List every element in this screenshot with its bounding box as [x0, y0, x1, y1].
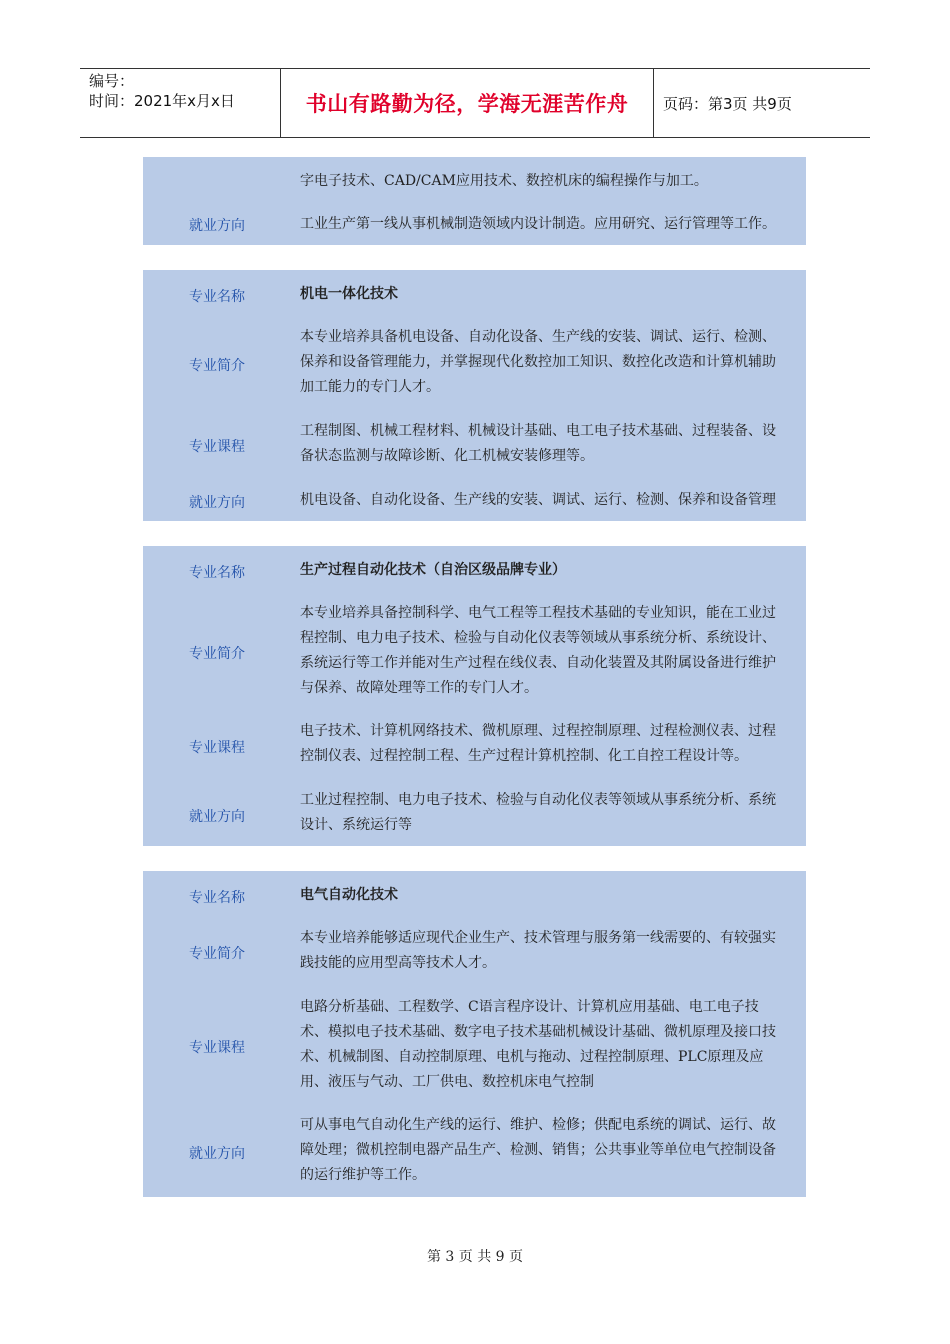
name-label: 专业名称	[189, 565, 245, 581]
intro-line: 践技能的应用型高等技术人才。	[300, 955, 496, 971]
number-label: 编号：	[89, 72, 135, 90]
courses-line: 备状态监测与故障诊断、化工机械安装修理等。	[300, 448, 594, 464]
courses-continued: 字电子技术、CAD/CAM应用技术、数控机床的编程操作与加工。	[300, 173, 708, 189]
courses-label: 专业课程	[189, 1040, 245, 1056]
intro-line: 本专业培养具备控制科学、电气工程等工程技术基础的专业知识，能在工业过	[300, 605, 776, 621]
major-block-electrical-automation	[143, 871, 806, 1197]
major-name: 生产过程自动化技术（自治区级品牌专业）	[300, 562, 566, 578]
courses-line: 电子技术、计算机网络技术、微机原理、过程控制原理、过程检测仪表、过程	[300, 723, 776, 739]
major-block-process-automation	[143, 546, 806, 846]
courses-line: 工程制图、机械工程材料、机械设计基础、电工电子技术基础、过程装备、设	[300, 423, 776, 439]
intro-line: 系统运行等工作并能对生产过程在线仪表、自动化装置及其附属设备进行维护	[300, 655, 776, 671]
intro-line: 本专业培养具备机电设备、自动化设备、生产线的安装、调试、运行、检测、	[300, 329, 776, 345]
career-label: 就业方向	[189, 809, 245, 825]
intro-line: 程控制、电力电子技术、检验与自动化仪表等领域从事系统分析、系统设计、	[300, 630, 776, 646]
intro-line: 本专业培养能够适应现代企业生产、技术管理与服务第一线需要的、有较强实	[300, 930, 776, 946]
major-block-mechatronics	[143, 270, 806, 521]
career-label: 就业方向	[189, 495, 245, 511]
page-header	[80, 68, 870, 138]
name-label: 专业名称	[189, 289, 245, 305]
intro-text	[300, 601, 792, 701]
courses-line: 术、机械制图、自动控制原理、电机与拖动、过程控制原理、PLC原理及应	[300, 1049, 764, 1065]
career-label: 就业方向	[189, 218, 245, 234]
courses-label: 专业课程	[189, 740, 245, 756]
intro-label: 专业简介	[189, 358, 245, 374]
career-line: 可从事电气自动化生产线的运行、维护、检修；供配电系统的调试、运行、故	[300, 1117, 776, 1133]
name-label: 专业名称	[189, 890, 245, 906]
time-label: 时间：2021年x月x日	[89, 92, 235, 110]
courses-text	[300, 719, 792, 769]
header-meta	[80, 69, 281, 137]
courses-text	[300, 419, 792, 469]
courses-label: 专业课程	[189, 439, 245, 455]
header-motto: 书山有路勤为径，学海无涯苦作舟	[281, 69, 654, 137]
courses-line: 用、液压与气动、工厂供电、数控机床电气控制	[300, 1074, 594, 1090]
career-text: 工业生产第一线从事机械制造领域内设计制造。应用研究、运行管理等工作。	[300, 216, 776, 232]
intro-line: 与保养、故障处理等工作的专门人才。	[300, 680, 538, 696]
major-block-continued	[143, 157, 806, 245]
courses-line: 术、模拟电子技术基础、数字电子技术基础机械设计基础、微机原理及接口技	[300, 1024, 776, 1040]
major-name: 电气自动化技术	[300, 887, 398, 903]
intro-text	[300, 926, 792, 976]
career-label: 就业方向	[189, 1146, 245, 1162]
page-footer: 第 3 页 共 9 页	[426, 1249, 524, 1265]
courses-line: 控制仪表、过程控制工程、生产过程计算机控制、化工自控工程设计等。	[300, 748, 748, 764]
intro-line: 加工能力的专门人才。	[300, 379, 440, 395]
courses-text	[300, 995, 792, 1095]
intro-label: 专业简介	[189, 946, 245, 962]
career-line: 的运行维护等工作。	[300, 1167, 426, 1183]
intro-text	[300, 325, 792, 400]
career-text: 机电设备、自动化设备、生产线的安装、调试、运行、检测、保养和设备管理	[300, 492, 776, 508]
intro-line: 保养和设备管理能力，并掌握现代化数控加工知识、数控化改造和计算机辅助	[300, 354, 776, 370]
intro-label: 专业简介	[189, 646, 245, 662]
career-text	[300, 788, 792, 838]
courses-line: 电路分析基础、工程数学、C语言程序设计、计算机应用基础、电工电子技	[300, 999, 759, 1015]
header-page-number: 页码：第3页 共9页	[663, 94, 792, 113]
career-line: 工业过程控制、电力电子技术、检验与自动化仪表等领域从事系统分析、系统	[300, 792, 776, 808]
major-name: 机电一体化技术	[300, 286, 398, 302]
career-line: 障处理；微机控制电器产品生产、检测、销售；公共事业等单位电气控制设备	[300, 1142, 776, 1158]
career-text	[300, 1113, 792, 1188]
career-line: 设计、系统运行等	[300, 817, 412, 833]
